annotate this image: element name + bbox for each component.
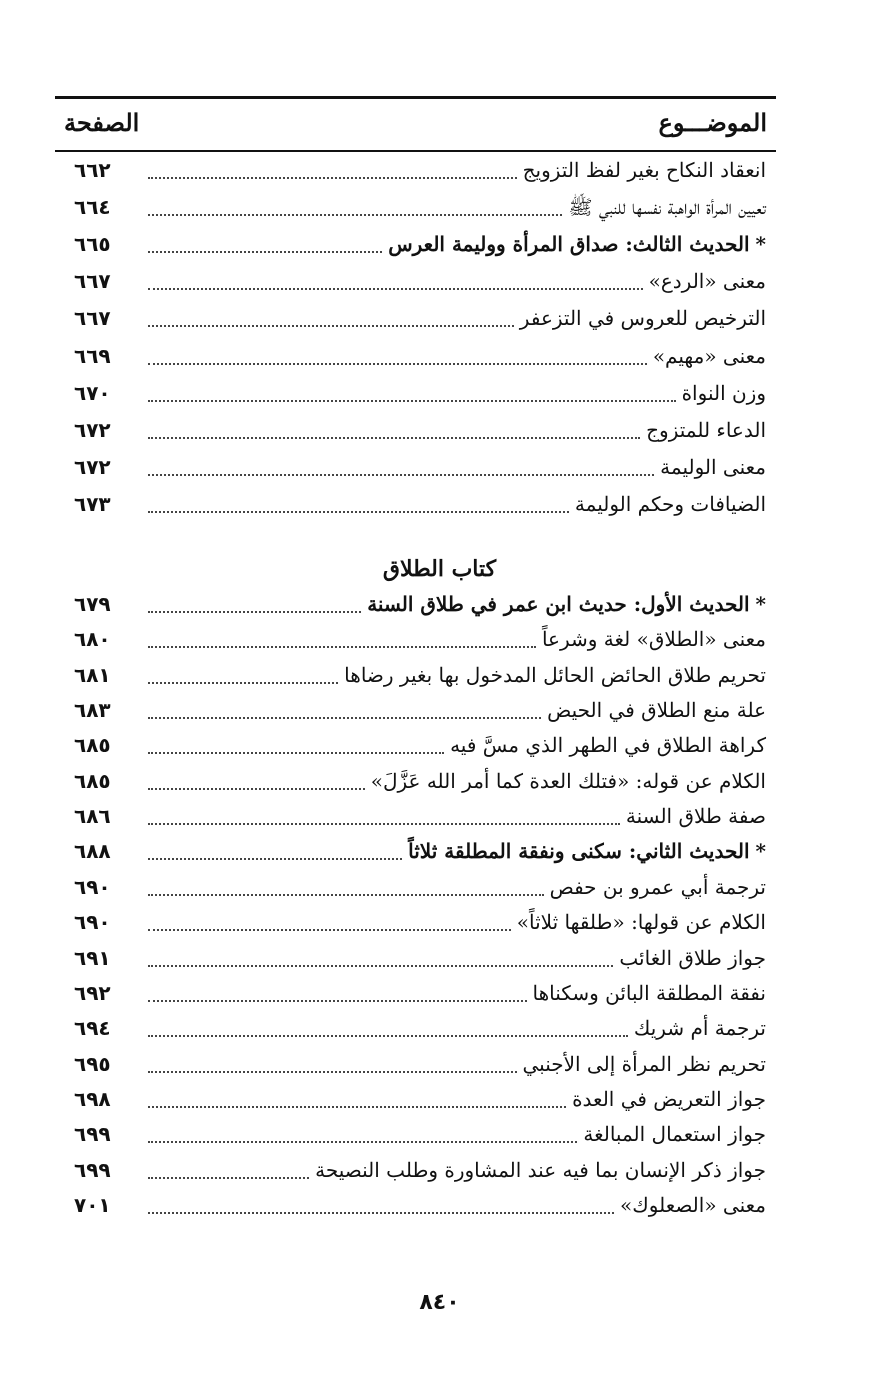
toc-entry [56, 486, 766, 522]
toc-entry-line [148, 375, 766, 411]
toc-entry [56, 375, 766, 411]
toc-entry-text: معنى «الطلاق» لغة وشرعاً [541, 627, 766, 652]
dot-leader [148, 362, 647, 365]
dot-leader [148, 610, 361, 613]
dot-leader [148, 399, 676, 402]
toc-entry-text: ترجمة أبي عمرو بن حفص [549, 874, 766, 899]
toc-entry-line [148, 621, 766, 657]
toc-entry-title [536, 621, 766, 657]
toc-entry-title [566, 1081, 766, 1117]
dot-leader [148, 716, 541, 719]
toc-entry-line [148, 586, 766, 622]
toc-entry-page: ٦٩٠ [74, 910, 111, 935]
toc-entry [56, 1046, 766, 1082]
toc-entry-line [148, 1081, 766, 1117]
toc-entry-text: تحريم طلاق الحائض الحائل المدخول بها بغير رضاها [344, 662, 766, 687]
toc-entry-text: الحديث الثاني: سكنى ونفقة المطلقة ثلاثاً [408, 839, 750, 864]
dot-leader [148, 1211, 614, 1214]
toc-entry-line [148, 226, 766, 262]
toc-entry [56, 300, 766, 336]
dot-leader [148, 681, 338, 684]
toc-entry-line [148, 1010, 766, 1046]
toc-entry-page: ٦٧٣ [74, 491, 111, 516]
toc-entry-page: ٦٦٧ [74, 269, 111, 294]
toc-entry-text: الضيافات وحكم الوليمة [574, 491, 766, 516]
toc-entry-page: ٦٦٩ [74, 343, 111, 368]
toc-entry-title [514, 300, 766, 336]
toc-entry-title [365, 763, 766, 799]
dot-leader [148, 751, 444, 754]
toc-entry-text: الحديث الأول: حديث ابن عمر في طلاق السنة [367, 592, 750, 616]
toc-entry [56, 833, 766, 869]
toc-entry-text: الكلام عن قولها: «طلقها ثلاثاً» [516, 910, 766, 935]
toc-entry-title [544, 869, 766, 905]
dot-leader [148, 176, 517, 179]
toc-entry-title [444, 727, 766, 763]
dot-leader [148, 436, 640, 439]
toc-entry-page: ٦٦٧ [74, 306, 111, 331]
toc-entry [56, 338, 766, 374]
toc-entry-line [148, 486, 766, 522]
toc-entry-title [309, 1152, 766, 1188]
toc-entry-text: الكلام عن قوله: «فتلك العدة كما أمر الله عَزَّلَ» [370, 768, 766, 793]
dot-leader [148, 822, 620, 825]
toc-entry [56, 1116, 766, 1152]
dot-leader [148, 893, 544, 896]
toc-entry [56, 763, 766, 799]
toc-entry-page: ٦٩٨ [74, 1086, 111, 1111]
star-marker-icon: * [755, 839, 766, 864]
toc-entry-text: تحريم نظر المرأة إلى الأجنبي [522, 1051, 766, 1076]
toc-entry-line [148, 727, 766, 763]
dot-leader [148, 964, 613, 967]
dot-leader [148, 510, 569, 513]
toc-entry-page: ٦٦٤ [74, 195, 111, 220]
dot-leader [148, 1176, 309, 1179]
toc-entry-page: ٦٨٥ [74, 768, 111, 793]
dot-leader [148, 928, 511, 931]
toc-entry-line [148, 798, 766, 834]
topic-column-header: الموضـــوع [658, 108, 767, 137]
toc-entry [56, 586, 766, 622]
toc-entry-text: معنى «مهيم» [652, 343, 766, 368]
toc-entry-line [148, 763, 766, 799]
toc-entry-line [148, 1152, 766, 1188]
toc-entry-line [148, 869, 766, 905]
toc-entry-title [613, 940, 766, 976]
toc-entry-line [148, 1116, 766, 1152]
toc-entry-line [148, 975, 766, 1011]
dot-leader [148, 287, 643, 290]
toc-entry-text: الدعاء للمتزوج [646, 417, 766, 442]
toc-entry-title [676, 375, 766, 411]
toc-entry-title [643, 263, 766, 299]
toc-entry [56, 975, 766, 1011]
toc-entry-title [382, 226, 766, 262]
toc-entry-title [640, 412, 766, 448]
toc-entry-text: جواز استعمال المبالغة [583, 1122, 766, 1147]
toc-entry [56, 1010, 766, 1046]
toc-entry-text: معنى «الردع» [648, 269, 766, 294]
toc-entry [56, 727, 766, 763]
dot-leader [148, 1034, 628, 1037]
toc-entry-page: ٦٩١ [74, 945, 111, 970]
toc-entry-text: جواز طلاق الغائب [619, 945, 766, 970]
toc-entry-title [541, 692, 766, 728]
toc-entry-title [577, 1116, 766, 1152]
toc-entry-title [517, 1046, 767, 1082]
toc-entry [56, 1187, 766, 1223]
toc-entry-page: ٦٨٨ [74, 839, 111, 864]
toc-entry-title [614, 1187, 766, 1223]
toc-entry-title [620, 798, 766, 834]
toc-entry [56, 798, 766, 834]
dot-leader [148, 857, 402, 860]
toc-entry-page: ٦٨٠ [74, 627, 111, 652]
toc-entry [56, 152, 766, 188]
toc-entry-page: ٦٩٠ [74, 874, 111, 899]
toc-entry [56, 226, 766, 262]
toc-entry-text: تعيين المرأة الواهبة نفسها للنبي ﷺ [568, 195, 766, 220]
toc-entry-text: كراهة الطلاق في الطهر الذي مسَّ فيه [450, 733, 766, 758]
toc-entry-page: ٦٧٠ [74, 380, 111, 405]
toc-entry-line [148, 692, 766, 728]
toc-entry-line [148, 412, 766, 448]
dot-leader [148, 213, 562, 216]
toc-entry-line [148, 300, 766, 336]
toc-entry-page: ٦٧٩ [74, 592, 111, 616]
toc-entry-text: انعقاد النكاح بغير لفظ التزويج [522, 158, 766, 182]
toc-entry-line [148, 263, 766, 299]
toc-entry-line [148, 904, 766, 940]
toc-entry-text: صفة طلاق السنة [625, 804, 766, 829]
toc-entry-page: ٦٩٥ [74, 1051, 111, 1076]
toc-entry-page: ٦٨٥ [74, 733, 111, 758]
toc-entry [56, 940, 766, 976]
toc-entry-page: ٦٨٦ [74, 804, 111, 829]
toc-entry [56, 263, 766, 299]
toc-entry-line [148, 449, 766, 485]
toc-entry-line [148, 940, 766, 976]
toc-entry-line [148, 657, 766, 693]
toc-entry-page: ٦٨٣ [74, 698, 111, 723]
star-marker-icon: * [755, 592, 766, 616]
toc-entry-text: جواز ذكر الإنسان بما فيه عند المشاورة وطلب النصيحة [315, 1157, 766, 1182]
star-marker-icon: * [755, 232, 766, 257]
toc-entry-text: ترجمة أم شريك [633, 1016, 766, 1041]
toc-entry-page: ٦٩٩ [74, 1122, 111, 1147]
toc-entry-title [361, 586, 766, 622]
toc-entry-line [148, 152, 766, 188]
toc-entry [56, 621, 766, 657]
toc-entry [56, 412, 766, 448]
toc-entry-line [148, 1046, 766, 1082]
toc-entry-title [527, 975, 766, 1011]
toc-entry [56, 904, 766, 940]
toc-entry-text: الترخيص للعروس في التزعفر [519, 306, 766, 331]
toc-entry [56, 1152, 766, 1188]
toc-entry [56, 657, 766, 693]
toc-entry-line [148, 1187, 766, 1223]
toc-entry [56, 189, 766, 225]
toc-entry-page: ٦٧٢ [74, 454, 111, 479]
dot-leader [148, 1140, 577, 1143]
toc-entry-page: ٦٩٩ [74, 1157, 111, 1182]
toc-entry-page: ٦٦٢ [74, 158, 111, 182]
dot-leader [148, 999, 527, 1002]
toc-entry-page: ٦٦٥ [74, 232, 111, 257]
dot-leader [148, 1105, 566, 1108]
dot-leader [148, 324, 514, 327]
toc-entry-page: ٦٩٤ [74, 1016, 111, 1041]
toc-entry-text: معنى «الصعلوك» [620, 1192, 766, 1217]
toc-entry-line [148, 189, 766, 225]
toc-entry [56, 869, 766, 905]
toc-entry [56, 692, 766, 728]
toc-entry-title [517, 152, 766, 188]
toc-entry-text: وزن النواة [681, 380, 766, 405]
toc-entry-title [562, 189, 766, 225]
toc-entry-text: نفقة المطلقة البائن وسكناها [532, 980, 766, 1005]
toc-entry-text: معنى الوليمة [660, 454, 766, 479]
toc-entry-line [148, 338, 766, 374]
toc-entry-title [511, 904, 766, 940]
dot-leader [148, 645, 536, 648]
toc-entry-title [402, 833, 766, 869]
toc-entry-page: ٧٠١ [74, 1192, 111, 1217]
toc-entry-line [148, 833, 766, 869]
toc-entry-title [654, 449, 766, 485]
toc-entry-text: جواز التعريض في العدة [572, 1086, 766, 1111]
toc-entry-page: ٦٨١ [74, 662, 111, 687]
toc-entry [56, 449, 766, 485]
toc-entry-title [647, 338, 766, 374]
toc-entry-text: الحديث الثالث: صداق المرأة ووليمة العرس [388, 232, 750, 257]
toc-entry-title [338, 657, 766, 693]
dot-leader [148, 1070, 517, 1073]
toc-entry [56, 1081, 766, 1117]
page-column-header: الصفحة [64, 108, 140, 137]
toc-entry-title [569, 486, 766, 522]
dot-leader [148, 250, 382, 253]
toc-entry-page: ٦٩٢ [74, 980, 111, 1005]
toc-entry-text: علة منع الطلاق في الحيض [547, 698, 766, 723]
dot-leader [148, 473, 654, 476]
section-heading: كتاب الطلاق [382, 556, 497, 582]
dot-leader [148, 787, 365, 790]
page-number: ٨٤٠ [419, 1290, 460, 1315]
toc-entry-title [628, 1010, 766, 1046]
toc-entry-page: ٦٧٢ [74, 417, 111, 442]
